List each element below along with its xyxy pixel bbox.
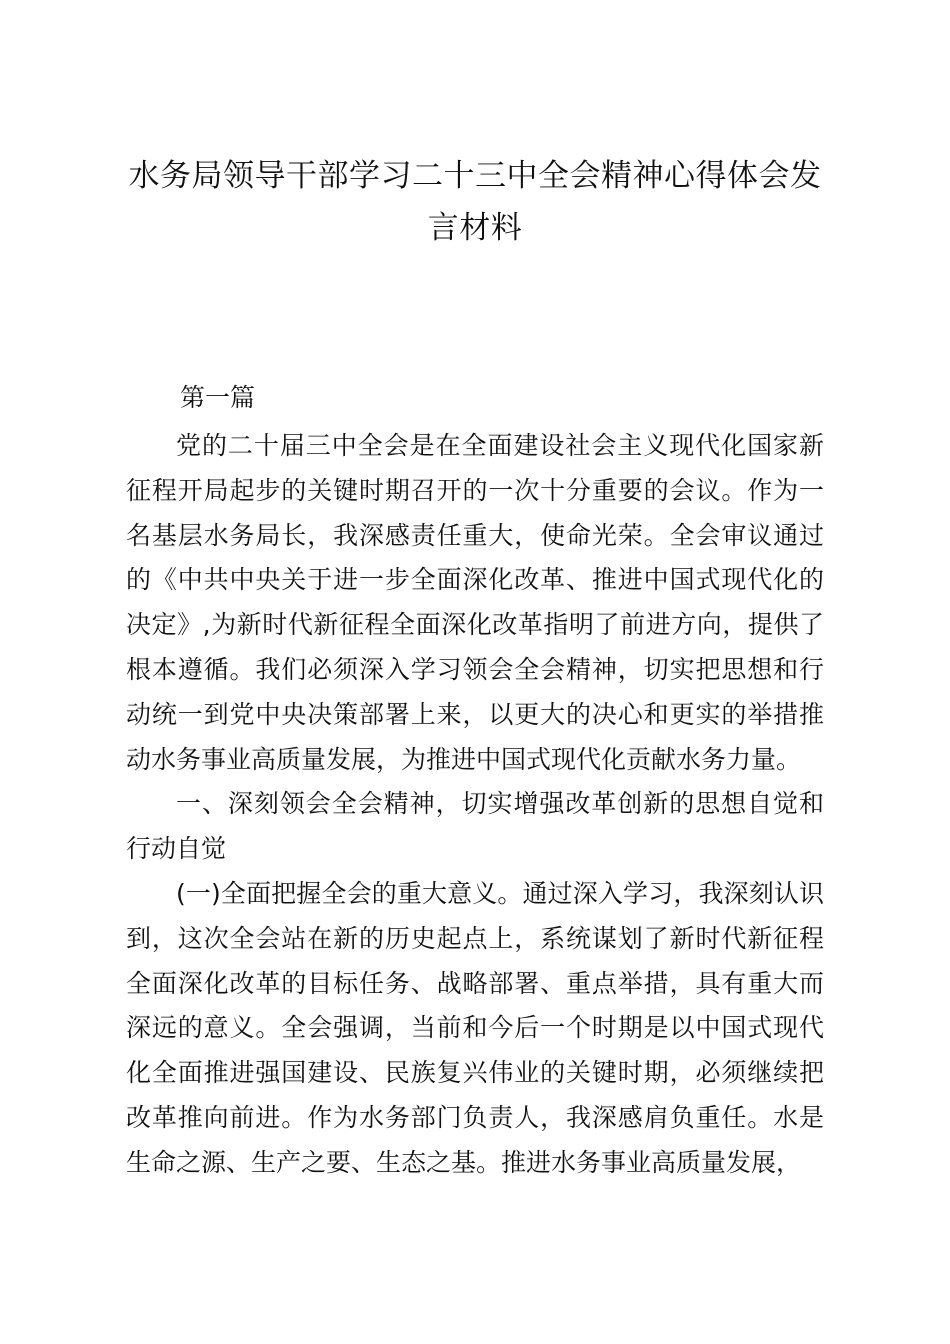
heading-section-one: 一、深刻领会全会精神，切实增强改革创新的思想自觉和行动自觉: [126, 789, 824, 864]
document-title: 水务局领导干部学习二十三中全会精神心得体会发言材料: [128, 158, 822, 246]
paragraph-intro: 党的二十届三中全会是在全面建设社会主义现代化国家新征程开局起步的关键时期召开的一次十分重要的会议。作为一名基层水务局长，我深感责任重大，使命光荣。全会审议通过的《中共中央关于进一步全面深化改革、推进中国式现代化的决定》,为新时代新征程全面深化改革指明了前进方向，提供了根本遵循。我们必须深入学习领会全会精神，切实把思想和行动统一到党中央决策部署上来，以更大的决心和更实的举措推动水务事业高质量发展，为推进中国式现代化贡献水务力量。: [126, 431, 824, 774]
section-label: 第一篇: [180, 383, 256, 412]
paragraph-subsection-one: (一)全面把握全会的重大意义。通过深入学习，我深刻认识到，这次全会站在新的历史起点上，系统谋划了新时代新征程全面深化改革的目标任务、战略部署、重点举措，具有重大而深远的意义。全会强调，当前和今后一个时期是以中国式现代化全面推进强国建设、民族复兴伟业的关键时期，必须继续把改革推向前进。作为水务部门负责人，我深感肩负重任。水是生命之源、生产之要、生态之基。推进水务事业高质量发展，: [126, 878, 824, 1177]
document-body: [126, 424, 824, 1186]
